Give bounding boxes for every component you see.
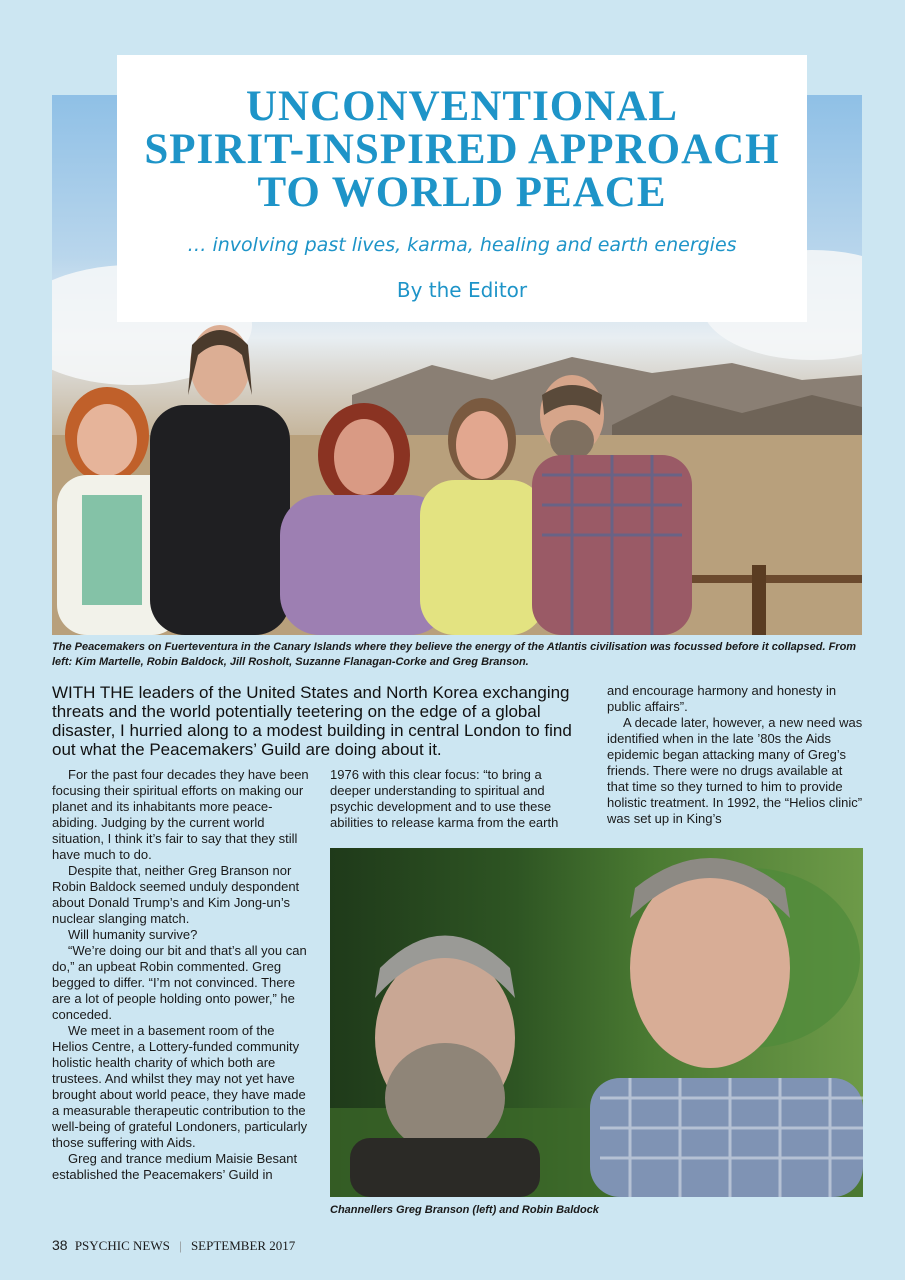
article-column-2: [330, 767, 585, 831]
article-title: UNCONVENTIONAL SPIRIT-INSPIRED APPROACH TO WORLD PEACE: [144, 83, 780, 216]
page-number: 38: [52, 1237, 68, 1253]
page-footer: [52, 1237, 295, 1254]
issue-date: SEPTEMBER 2017: [190, 1238, 296, 1253]
paragraph: We meet in a basement room of the Helios Centre, a Lottery-funded community holistic health charity of which both are trustees. And whilst they may not yet have brought about world peace, they have made a measurable therapeutic contribution to the well-being of grateful Londoners, particularly those suffering with Aids.: [52, 1023, 308, 1150]
portrait-caption: Channellers Greg Branson (left) and Robin Baldock: [330, 1204, 599, 1216]
portrait-photo: [330, 848, 863, 1197]
hero-caption: The Peacemakers on Fuerteventura in the Canary Islands where they believe the energy of the Atlantis civilisation was focussed before it collapsed. From left: Kim Martelle, Robin Baldock, Jill Rosholt, Suzanne Flanagan-Corke and Greg Branson.: [52, 641, 857, 668]
paragraph: A decade later, however, a new need was identified when in the late ’80s the Aids epidemic began attacking many of Greg’s friends. There were no drugs available at that time so they turned to him to provide holistic treatment. In 1992, the “Helios clinic” was set up in King’s: [607, 715, 863, 826]
paragraph: Greg and trance medium Maisie Besant established the Peacemakers’ Guild in: [52, 1151, 298, 1182]
article-subtitle: … involving past lives, karma, healing and earth energies: [187, 234, 737, 256]
article-column-3: [607, 683, 865, 827]
article-column-1: [52, 767, 312, 1183]
portrait-photo-illustration: [330, 848, 863, 1197]
title-box: [117, 55, 807, 322]
paragraph: and encourage harmony and honesty in public affairs”.: [607, 683, 837, 714]
paragraph: Despite that, neither Greg Branson nor Robin Baldock seemed unduly despondent about Donald Trump’s and Kim Jong-un’s nuclear slanging match.: [52, 863, 300, 926]
paragraph: “We’re doing our bit and that’s all you can do,” an upbeat Robin commented. Greg begged to differ. “I’m not convinced. There are a lot of people holding onto power,” he conceded.: [52, 943, 307, 1022]
paragraph: Will humanity survive?: [68, 927, 198, 942]
paragraph: 1976 with this clear focus: “to bring a deeper understanding to spiritual and psychic development and to use these abilities to release karma from the earth: [330, 767, 559, 830]
footer-separator: |: [179, 1238, 182, 1253]
article-lead: WITH THE leaders of the United States and North Korea exchanging threats and the world potentially teetering on the edge of a global disaster, I hurried along to a modest building in central London to find out what the Peacemakers’ Guild are doing about it.: [52, 683, 572, 759]
article-byline: By the Editor: [396, 278, 528, 302]
paragraph: For the past four decades they have been focusing their spiritual efforts on making our planet and its inhabitants more peace-abiding. Judging by the current world situation, I think it’s fair to say that they still have much to do.: [52, 767, 309, 862]
publication-name: PSYCHIC NEWS: [74, 1238, 170, 1253]
